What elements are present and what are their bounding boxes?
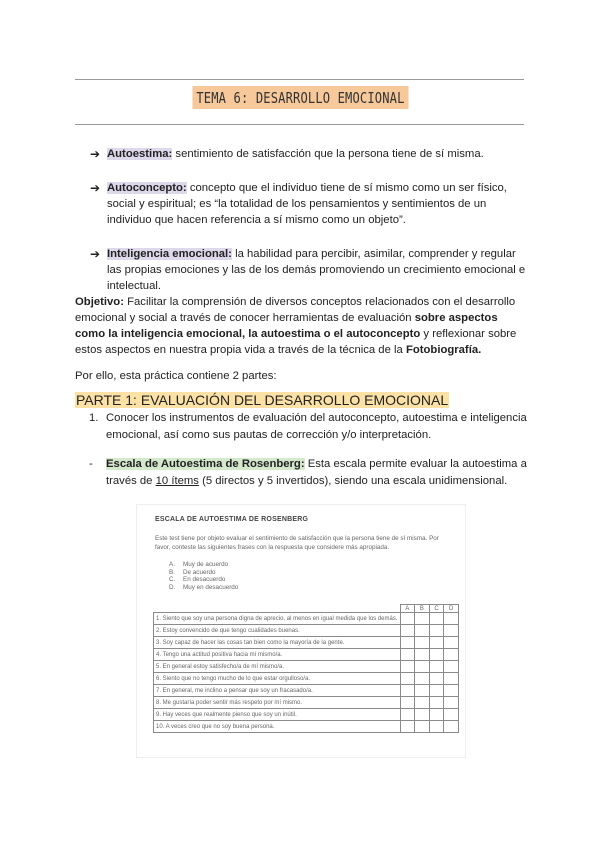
objective-text: y reflexionar sobre estos aspectos en nuestra propia vida a través de la técnica de la [75, 328, 517, 356]
answer-cell[interactable] [400, 649, 415, 661]
arrow-icon: ➔ [90, 147, 101, 161]
answer-cell[interactable] [400, 625, 415, 637]
scale-options [169, 561, 238, 591]
answer-cell[interactable] [415, 613, 430, 625]
rosenberg-text: (5 directos y 5 invertidos), siendo una escala unidimensional. [198, 475, 508, 487]
answer-cell[interactable] [444, 721, 459, 733]
title-rule [75, 124, 524, 125]
answer-cell[interactable] [444, 709, 459, 721]
definition-term: Autoconcepto: [107, 182, 187, 194]
table-row [154, 721, 459, 733]
answer-cell[interactable] [415, 661, 430, 673]
definition-autoestima [90, 146, 530, 162]
table-row [154, 613, 459, 625]
column-header: C [429, 605, 444, 613]
answer-cell[interactable] [429, 721, 444, 733]
answer-cell[interactable] [400, 697, 415, 709]
answer-cell[interactable] [444, 661, 459, 673]
definitions-list [90, 146, 530, 312]
answer-cell[interactable] [400, 637, 415, 649]
scale-intro: Este test tiene por objeto evaluar el sentimiento de satisfacción que la persona tiene de sí misma. Por favor, conteste las siguientes frases con la respuesta que considere más apropiada. [155, 535, 439, 551]
scale-item: 2. Estoy convencido de que tengo cualidades buenas. [154, 625, 401, 637]
scale-table [153, 604, 459, 733]
scale-option: C. En desacuerdo [169, 576, 226, 584]
definition-term: Inteligencia emocional: [107, 248, 232, 260]
objective-bold-text: sobre aspectos como la inteligencia emocional, la autoestima o el autoconcepto [75, 312, 498, 340]
table-row [154, 649, 459, 661]
answer-cell[interactable] [415, 721, 430, 733]
definition-inteligencia-emocional [90, 246, 530, 294]
answer-cell[interactable] [444, 637, 459, 649]
answer-cell[interactable] [415, 673, 430, 685]
definition-text: la habilidad para percibir, asimilar, comprender y regular las propias emociones y las de los demás promoviendo un crecimiento emocional e intelectual. [107, 248, 526, 292]
answer-cell[interactable] [444, 685, 459, 697]
column-header: D [444, 605, 459, 613]
objective-paragraph [75, 294, 530, 358]
rosenberg-text: Esta escala permite evaluar la autoestima a través de [106, 458, 527, 487]
scale-item: 8. Me gustaría poder sentir más respeto por mí mismo. [154, 697, 401, 709]
answer-cell[interactable] [415, 637, 430, 649]
rosenberg-scale-image [137, 505, 465, 757]
answer-cell[interactable] [415, 709, 430, 721]
scale-item: 7. En general, me inclino a pensar que soy un fracasado/a. [154, 685, 401, 697]
answer-cell[interactable] [400, 613, 415, 625]
scale-item: 1. Siento que soy una persona digna de aprecio, al menos en igual medida que los demás. [154, 613, 401, 625]
scale-option: A. Muy de acuerdo [169, 561, 229, 568]
answer-cell[interactable] [429, 673, 444, 685]
objective-bold-text: Fotobiografía. [405, 344, 482, 356]
table-row [154, 697, 459, 709]
answer-cell[interactable] [415, 685, 430, 697]
scale-item: 6. Siento que no tengo mucho de lo que estar orgulloso/a. [154, 673, 401, 685]
page-title: TEMA 6: DESARROLLO EMOCIONAL [192, 86, 408, 109]
table-row [154, 661, 459, 673]
answer-cell[interactable] [429, 649, 444, 661]
column-header: A [400, 605, 415, 613]
scale-item: 4. Tengo una actitud positiva hacia mí mismo/a. [154, 649, 401, 661]
definition-term: Autoestima: [107, 148, 173, 160]
list-item [89, 410, 529, 444]
scale-item: 5. En general estoy satisfecho/a de mí mismo/a. [154, 661, 401, 673]
part1-numbered-list [89, 410, 529, 444]
intro-line: Por ello, esta práctica contiene 2 partes: [75, 370, 277, 382]
answer-cell[interactable] [444, 613, 459, 625]
column-header: B [415, 605, 430, 613]
answer-cell[interactable] [444, 697, 459, 709]
title-block [0, 86, 600, 109]
scale-title: ESCALA DE AUTOESTIMA DE ROSENBERG [155, 516, 309, 523]
list-number: 1. [89, 412, 99, 424]
arrow-icon: ➔ [90, 181, 101, 195]
answer-cell[interactable] [415, 649, 430, 661]
rosenberg-term: Escala de Autoestima de Rosenberg: [106, 458, 305, 470]
objective-text: Facilitar la comprensión de diversos conceptos relacionados con el desarrollo emocional y social a través de conocer herramientas de evaluación [75, 296, 516, 324]
answer-cell[interactable] [429, 613, 444, 625]
scale-item: 10. A veces creo que no soy buena persona. [154, 721, 401, 733]
definition-text: sentimiento de satisfacción que la persona tiene de sí misma. [172, 148, 484, 160]
answer-cell[interactable] [429, 637, 444, 649]
scale-item: 9. Hay veces que realmente pienso que soy un inútil. [154, 709, 401, 721]
part1-heading-text: PARTE 1: EVALUACIÓN DEL DESARROLLO EMOCIONAL [76, 392, 449, 408]
scale-item: 3. Soy capaz de hacer las cosas tan bien como la mayoría de la gente. [154, 637, 401, 649]
table-row [154, 685, 459, 697]
scale-table-header [154, 605, 459, 613]
answer-cell[interactable] [400, 721, 415, 733]
answer-cell[interactable] [444, 649, 459, 661]
rosenberg-description [89, 456, 534, 490]
part1-heading [75, 392, 449, 408]
table-row [154, 709, 459, 721]
definition-autoconcepto [90, 180, 530, 228]
answer-cell[interactable] [429, 697, 444, 709]
answer-cell[interactable] [400, 685, 415, 697]
answer-cell[interactable] [400, 673, 415, 685]
answer-cell[interactable] [444, 625, 459, 637]
answer-cell[interactable] [400, 709, 415, 721]
answer-cell[interactable] [400, 661, 415, 673]
answer-cell[interactable] [429, 625, 444, 637]
answer-cell[interactable] [415, 697, 430, 709]
answer-cell[interactable] [444, 673, 459, 685]
list-item-text: Conocer los instrumentos de evaluación del autoconcepto, autoestima e inteligencia emocional, así como sus pautas de corrección y/o interpretación. [106, 412, 527, 441]
table-row [154, 625, 459, 637]
arrow-icon: ➔ [90, 247, 101, 261]
answer-cell[interactable] [429, 685, 444, 697]
table-row [154, 637, 459, 649]
scale-option: D. Muy en desacuerdo [169, 583, 239, 591]
definition-text: concepto que el individuo tiene de sí mismo como un ser físico, social y espiritual; es “la totalidad de los pensamientos y sentimientos de un individuo que hacen referencia a sí mismo como un objeto”. [107, 182, 507, 226]
scale-option: B. De acuerdo [169, 568, 216, 576]
top-rule [75, 79, 524, 80]
objective-label: Objetivo: [75, 296, 124, 308]
rosenberg-items-count: 10 ítems [155, 475, 199, 487]
answer-cell[interactable] [429, 661, 444, 673]
table-row [154, 673, 459, 685]
answer-cell[interactable] [415, 625, 430, 637]
dash-marker: - [89, 458, 93, 470]
answer-cell[interactable] [429, 709, 444, 721]
